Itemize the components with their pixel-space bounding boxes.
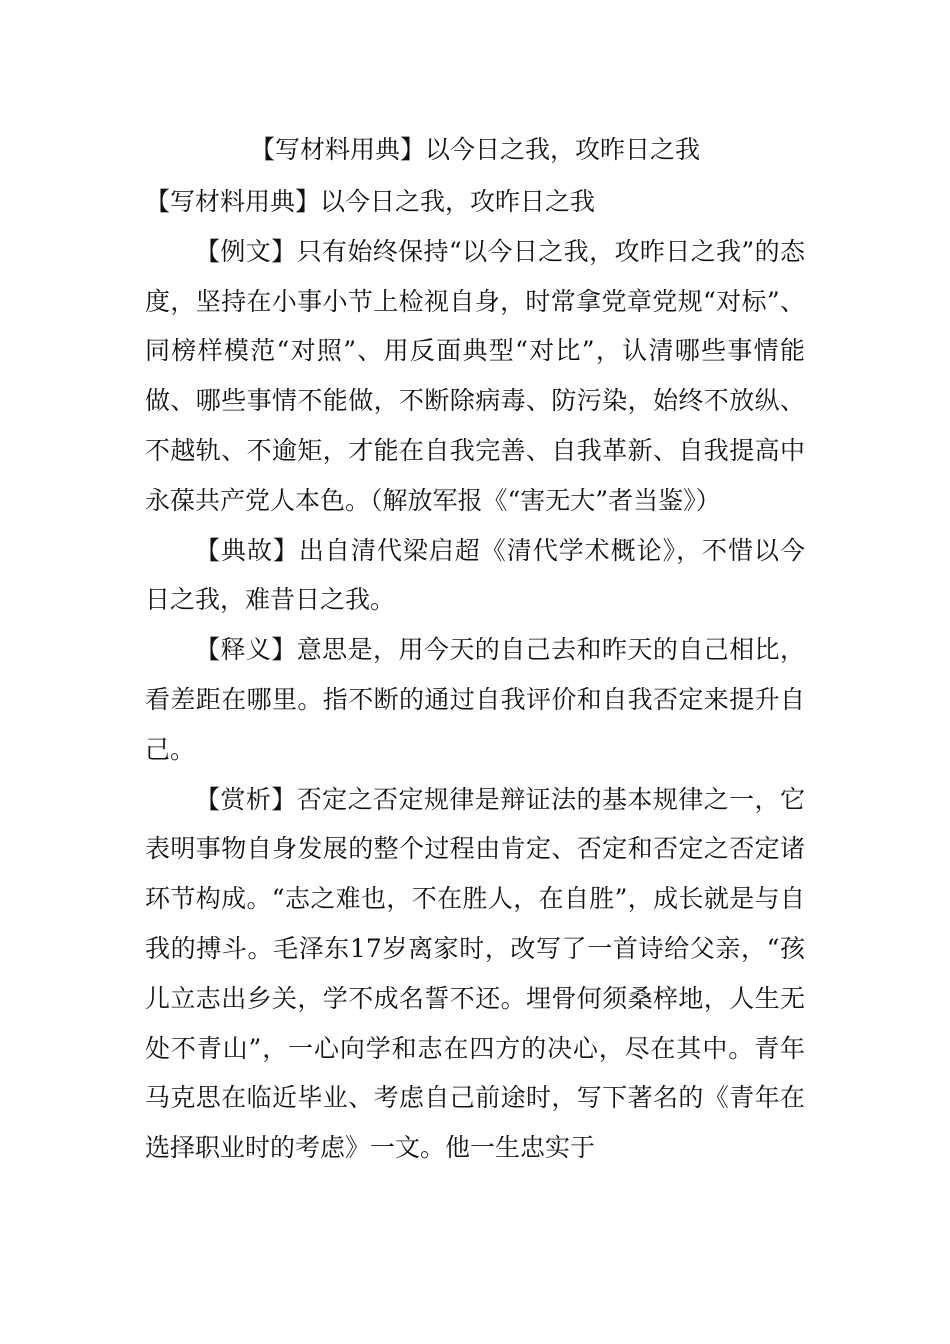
- paragraph-analysis: 【赏析】否定之否定规律是辩证法的基本规律之一，它表明事物自身发展的整个过程由肯定、否定和否定之否定诸环节构成。“志之难也，不在胜人，在自胜”，成长就是与自我的搏斗。毛泽东17岁离家时，改写了一首诗给父亲，“孩儿立志出乡关，学不成名誓不还。埋骨何须桑梓地，人生无处不青山”，一心向学和志在四方的决心，尽在其中。青年马克思在临近毕业、考虑自己前途时，写下著名的《青年在选择职业时的考虑》一文。他一生忠实于: [145, 784, 805, 1163]
- paragraph-example: 【例文】只有始终保持“以今日之我，攻昨日之我”的态度，坚持在小事小节上检视自身，时常拿党章党规“对标”、同榜样模范“对照”、用反面典型“对比”，认清哪些事情能做、哪些事情不能做，不断除病毒、防污染，始终不放纵、不越轨、不逾矩，才能在自我完善、自我革新、自我提高中永葆共产党人本色。（解放军报《“害无大”者当鉴》）: [145, 236, 805, 515]
- document-subtitle: 【写材料用典】以今日之我，攻昨日之我: [145, 187, 596, 216]
- paragraph-allusion: 【典故】出自清代梁启超《清代学术概论》，不惜以今日之我，难昔日之我。: [145, 535, 805, 615]
- document-body: [145, 177, 805, 1173]
- document-title: 【写材料用典】以今日之我，攻昨日之我: [249, 135, 700, 164]
- paragraph-meaning: 【释义】意思是，用今天的自己去和昨天的自己相比，看差距在哪里。指不断的通过自我评价和自我否定来提升自己。: [145, 635, 805, 764]
